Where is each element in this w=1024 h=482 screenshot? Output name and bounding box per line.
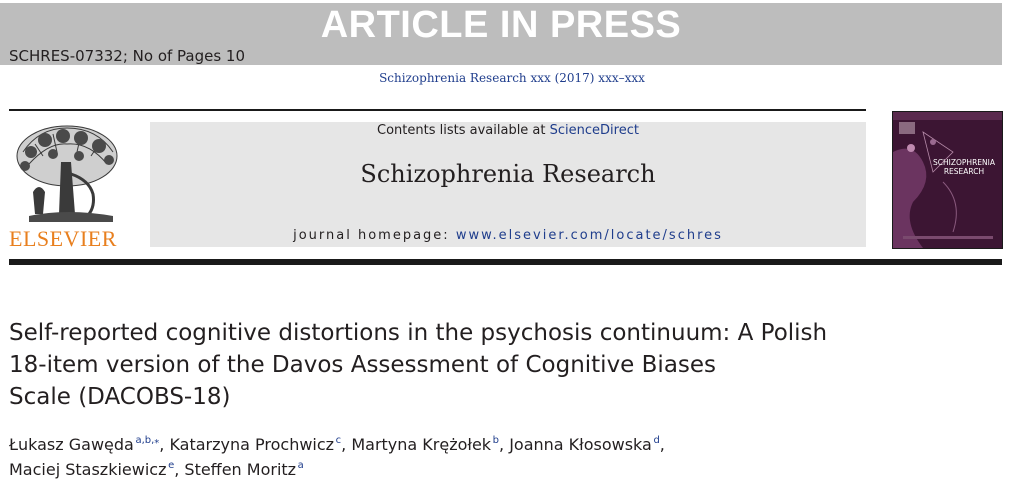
author-name[interactable]: Maciej Staszkiewicz — [9, 460, 167, 479]
cover-title-line1: SCHIZOPHRENIA — [933, 158, 995, 167]
cover-title-line2: RESEARCH — [943, 167, 985, 176]
affiliation-marker[interactable]: b — [492, 435, 500, 446]
affiliation-marker[interactable]: e — [168, 460, 175, 471]
journal-cover-image[interactable] — [892, 111, 1003, 249]
title-line: Self-reported cognitive distortions in the psychosis continuum: A Polish — [9, 320, 828, 346]
author-separator: , — [499, 435, 510, 454]
journal-masthead — [150, 122, 866, 247]
affiliation-marker[interactable]: d — [653, 435, 660, 446]
author-separator: , — [159, 435, 170, 454]
affiliation-marker[interactable]: a,b,⁎ — [135, 435, 160, 446]
elsevier-logo[interactable] — [9, 122, 127, 250]
homepage-line — [150, 228, 866, 243]
article-title — [9, 317, 909, 413]
author-list — [9, 432, 1009, 482]
header-rule-bottom — [9, 259, 1002, 265]
affiliation-marker[interactable]: c — [335, 435, 342, 446]
contents-line — [150, 123, 866, 138]
elsevier-tree-logo-icon — [9, 122, 127, 226]
author-name[interactable]: Martyna Krężołek — [351, 435, 492, 454]
article-id: SCHRES-07332; No of Pages 10 — [9, 47, 246, 65]
author-name[interactable]: Łukasz Gawęda — [9, 435, 134, 454]
sciencedirect-link[interactable]: ScienceDirect — [549, 123, 639, 138]
author-separator: , — [341, 435, 352, 454]
journal-citation[interactable]: Schizophrenia Research xxx (2017) xxx–xxx — [379, 71, 645, 85]
article-in-press-banner — [0, 3, 1002, 65]
title-line: Scale (DACOBS-18) — [9, 384, 231, 410]
affiliation-marker[interactable]: a — [297, 460, 304, 471]
author-name[interactable]: Katarzyna Prochwicz — [169, 435, 335, 454]
banner-title: ARTICLE IN PRESS — [320, 4, 682, 46]
author-name[interactable]: Steffen Moritz — [184, 460, 297, 479]
author-separator: , — [659, 435, 665, 454]
homepage-prefix: journal homepage: — [293, 228, 456, 243]
publisher-name: ELSEVIER — [9, 226, 117, 251]
author-separator: , — [174, 460, 185, 479]
journal-name: Schizophrenia Research — [360, 160, 656, 188]
cover-art-icon — [893, 112, 1002, 248]
contents-prefix: Contents lists available at — [377, 123, 550, 138]
title-line: 18-item version of the Davos Assessment of Cognitive Biases — [9, 352, 717, 378]
cover-title — [927, 158, 1001, 176]
author-name[interactable]: Joanna Kłosowska — [509, 435, 652, 454]
header-rule-top — [9, 109, 866, 111]
journal-homepage-link[interactable]: www.elsevier.com/locate/schres — [455, 228, 723, 243]
